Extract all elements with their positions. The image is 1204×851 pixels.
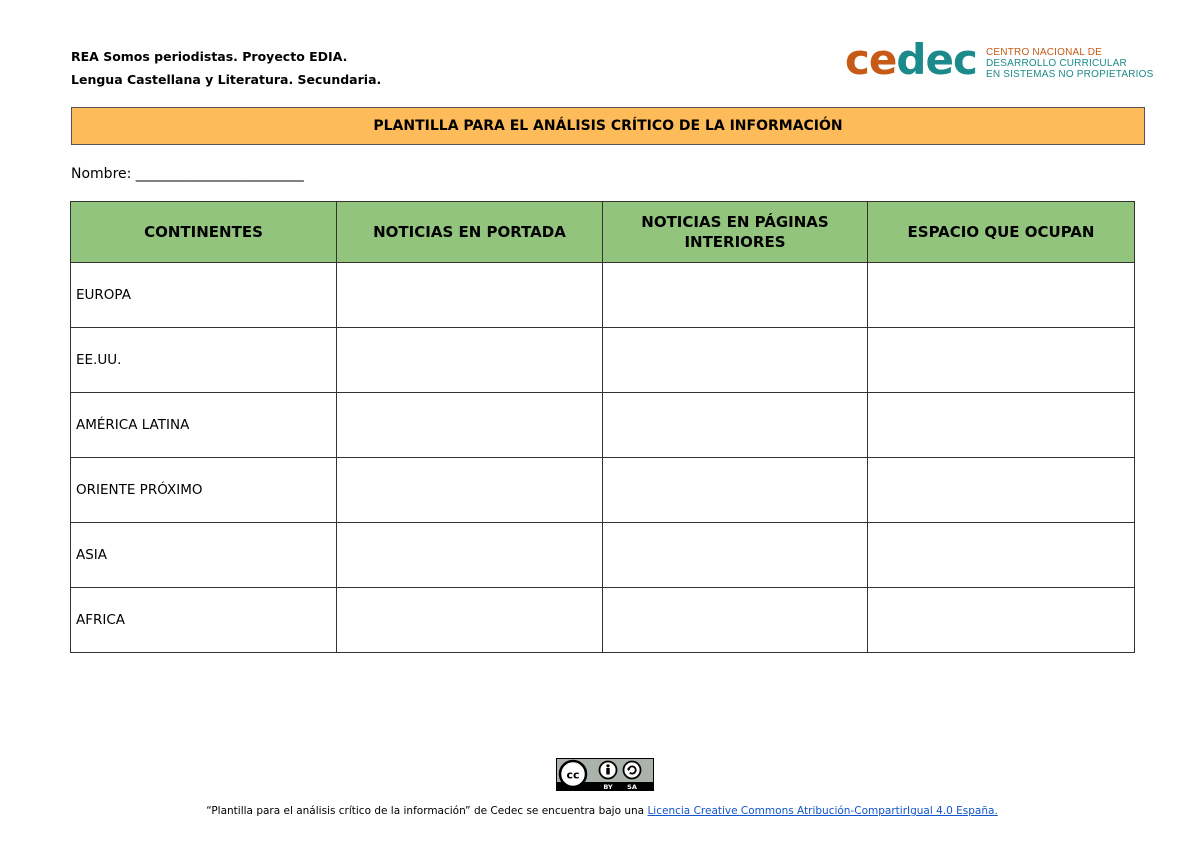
table-cell — [337, 458, 603, 523]
column-header: CONTINENTES — [71, 202, 337, 263]
table-cell — [868, 458, 1135, 523]
column-header: ESPACIO QUE OCUPAN — [868, 202, 1135, 263]
table-cell — [868, 523, 1135, 588]
table-row — [71, 263, 1135, 328]
license-link[interactable]: Licencia Creative Commons Atribución-CompartirIgual 4.0 España. — [647, 805, 998, 817]
table-cell — [603, 263, 868, 328]
table-cell — [868, 263, 1135, 328]
continent-cell: AMÉRICA LATINA — [71, 393, 337, 458]
continent-cell: AFRICA — [71, 588, 337, 653]
table-cell — [868, 588, 1135, 653]
header-line-2: Lengua Castellana y Literatura. Secundaria. — [71, 72, 382, 87]
cc-sa-label: SA — [627, 783, 637, 791]
table-cell — [337, 263, 603, 328]
cedec-wordmark: cedec — [845, 35, 977, 84]
table-row — [71, 458, 1135, 523]
table-cell — [603, 393, 868, 458]
table-row — [71, 393, 1135, 458]
cedec-subtitle: CENTRO NACIONAL DE DESARROLLO CURRICULAR EN SISTEMAS NO PROPIETARIOS — [986, 47, 1154, 80]
table-cell — [337, 588, 603, 653]
cc-by-label: BY — [603, 783, 613, 791]
footer-text: “Plantilla para el análisis crítico de la información” de Cedec se encuentra bajo una — [206, 805, 648, 817]
table-header-row — [71, 202, 1135, 263]
template-title: PLANTILLA PARA EL ANÁLISIS CRÍTICO DE LA INFORMACIÓN — [373, 118, 843, 134]
column-header: NOTICIAS EN PÁGINAS INTERIORES — [603, 202, 868, 263]
analysis-table — [70, 201, 1135, 653]
template-title-banner — [71, 107, 1145, 145]
column-header: NOTICIAS EN PORTADA — [337, 202, 603, 263]
table-row — [71, 328, 1135, 393]
svg-text:cc: cc — [566, 768, 580, 782]
license-footer — [0, 805, 1204, 817]
table-cell — [337, 328, 603, 393]
table-row — [71, 523, 1135, 588]
continent-cell: EUROPA — [71, 263, 337, 328]
header-line-1: REA Somos periodistas. Proyecto EDIA. — [71, 49, 348, 64]
table-row — [71, 588, 1135, 653]
table-cell — [603, 458, 868, 523]
table-cell — [337, 393, 603, 458]
continent-cell: ASIA — [71, 523, 337, 588]
table-cell — [868, 328, 1135, 393]
table-cell — [337, 523, 603, 588]
continent-cell: ORIENTE PRÓXIMO — [71, 458, 337, 523]
name-field: Nombre: ________________________ — [71, 166, 304, 182]
continent-cell: EE.UU. — [71, 328, 337, 393]
table-cell — [603, 523, 868, 588]
cc-by-sa-icon — [556, 758, 654, 791]
table-cell — [603, 328, 868, 393]
table-cell — [868, 393, 1135, 458]
table-cell — [603, 588, 868, 653]
